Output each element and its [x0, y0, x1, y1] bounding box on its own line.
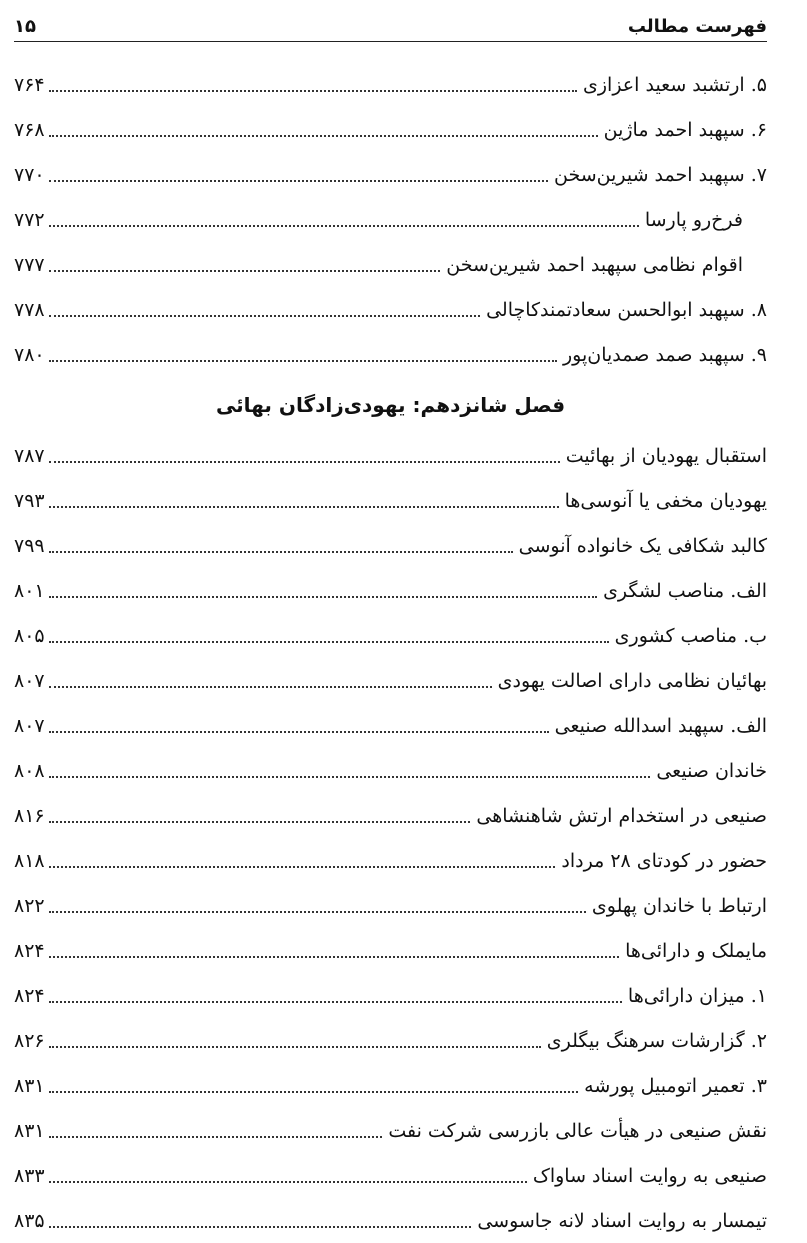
- toc-entry-page: ۸۲۲: [14, 894, 45, 917]
- toc-entry-title: ۹. سپهبد صمد صمدیان‌پور: [563, 343, 767, 366]
- table-of-contents: [14, 62, 767, 1243]
- dot-leader: [49, 270, 441, 272]
- header-page-number: ۱۵: [14, 16, 36, 37]
- toc-entry[interactable]: [14, 748, 767, 793]
- toc-entry-page: ۷۹۳: [14, 489, 45, 512]
- toc-entry-page: ۸۳۱: [14, 1074, 45, 1097]
- toc-entry-title: کالبد شکافی یک خانواده آنوسی: [518, 534, 767, 557]
- toc-entry[interactable]: [14, 1063, 767, 1108]
- toc-entry-page: ۸۰۸: [14, 759, 45, 782]
- toc-entry-page: ۷۷۷: [14, 253, 45, 276]
- toc-entry-page: ۸۱۸: [14, 849, 45, 872]
- toc-entry-page: ۸۰۱: [14, 579, 45, 602]
- toc-entry[interactable]: [14, 332, 767, 377]
- toc-entry[interactable]: [14, 433, 767, 478]
- dot-leader: [49, 1181, 527, 1183]
- toc-entry[interactable]: [14, 152, 767, 197]
- dot-leader: [49, 641, 609, 643]
- toc-entry-title: ۲. گزارشات سرهنگ بیگلری: [546, 1029, 767, 1052]
- toc-entry[interactable]: [14, 287, 767, 332]
- toc-entry[interactable]: [14, 523, 767, 568]
- dot-leader: [49, 686, 492, 688]
- toc-entry-page: ۸۳۳: [14, 1164, 45, 1187]
- toc-entry[interactable]: [14, 1108, 767, 1153]
- toc-entry[interactable]: [14, 613, 767, 658]
- dot-leader: [49, 551, 513, 553]
- toc-entry-page: ۸۲۶: [14, 1029, 45, 1052]
- toc-entry-title: فرخ‌رو پارسا: [644, 208, 743, 231]
- running-header: [14, 8, 767, 42]
- dot-leader: [49, 225, 639, 227]
- toc-entry[interactable]: [14, 197, 767, 242]
- toc-entry-title: ۸. سپهبد ابوالحسن سعادتمندکاچالی: [486, 298, 767, 321]
- toc-entry-page: ۸۰۷: [14, 714, 45, 737]
- toc-entry-page: ۷۷۸: [14, 298, 45, 321]
- toc-entry-page: ۷۹۹: [14, 534, 45, 557]
- toc-entry-title: الف. سپهبد اسدالله صنیعی: [554, 714, 767, 737]
- toc-entry-page: ۸۰۷: [14, 669, 45, 692]
- toc-entry[interactable]: [14, 928, 767, 973]
- toc-entry[interactable]: [14, 793, 767, 838]
- dot-leader: [49, 1001, 622, 1003]
- dot-leader: [49, 135, 598, 137]
- toc-entry[interactable]: [14, 1153, 767, 1198]
- toc-entry[interactable]: [14, 883, 767, 928]
- toc-entry-title: صنیعی در استخدام ارتش شاهنشاهی: [476, 804, 767, 827]
- dot-leader: [49, 1136, 383, 1138]
- toc-entry-title: بهائیان نظامی دارای اصالت یهودی: [497, 669, 767, 692]
- dot-leader: [49, 731, 549, 733]
- dot-leader: [49, 866, 556, 868]
- toc-entry-page: ۷۶۸: [14, 118, 45, 141]
- toc-entry[interactable]: [14, 1198, 767, 1243]
- toc-section-a: [14, 62, 767, 377]
- dot-leader: [49, 90, 577, 92]
- toc-entry-title: یهودیان مخفی یا آنوسی‌ها: [564, 489, 767, 512]
- toc-entry-title: استقبال یهودیان از بهائیت: [565, 444, 767, 467]
- toc-entry[interactable]: [14, 1018, 767, 1063]
- toc-section-b: [14, 433, 767, 1243]
- dot-leader: [49, 911, 586, 913]
- toc-entry[interactable]: [14, 568, 767, 613]
- toc-entry-page: ۸۰۵: [14, 624, 45, 647]
- toc-entry-page: ۸۳۱: [14, 1119, 45, 1142]
- toc-entry[interactable]: [14, 242, 767, 287]
- toc-entry[interactable]: [14, 703, 767, 748]
- dot-leader: [49, 956, 619, 958]
- toc-entry[interactable]: [14, 62, 767, 107]
- toc-entry-page: ۷۷۲: [14, 208, 45, 231]
- toc-entry-title: صنیعی به روایت اسناد ساواک: [532, 1164, 767, 1187]
- toc-entry-page: ۸۳۵: [14, 1209, 45, 1232]
- dot-leader: [49, 506, 559, 508]
- toc-entry-page: ۷۸۰: [14, 343, 45, 366]
- dot-leader: [49, 776, 651, 778]
- toc-entry-title: تیمسار به روایت اسناد لانه جاسوسی: [477, 1209, 767, 1232]
- dot-leader: [49, 821, 471, 823]
- dot-leader: [49, 1226, 472, 1228]
- toc-entry-page: ۷۸۷: [14, 444, 45, 467]
- toc-entry-title: ۷. سپهبد احمد شیرین‌سخن: [553, 163, 767, 186]
- dot-leader: [49, 180, 548, 182]
- dot-leader: [49, 360, 557, 362]
- toc-entry-page: ۷۶۴: [14, 73, 45, 96]
- toc-entry-title: اقوام نظامی سپهبد احمد شیرین‌سخن: [446, 253, 743, 276]
- toc-entry[interactable]: [14, 973, 767, 1018]
- toc-entry-title: ۶. سپهبد احمد ماژین: [603, 118, 767, 141]
- toc-entry-page: ۸۲۴: [14, 984, 45, 1007]
- toc-entry-page: ۸۲۴: [14, 939, 45, 962]
- toc-entry[interactable]: [14, 658, 767, 703]
- toc-entry-title: ارتباط با خاندان پهلوی: [591, 894, 767, 917]
- dot-leader: [49, 461, 560, 463]
- toc-entry[interactable]: [14, 478, 767, 523]
- toc-entry-title: الف. مناصب لشگری: [603, 579, 767, 602]
- toc-entry[interactable]: [14, 107, 767, 152]
- toc-entry-title: ۵. ارتشبد سعید اعزازی: [583, 73, 767, 96]
- chapter-heading: فصل شانزدهم: یهودی‌زادگان بهائی: [215, 393, 566, 417]
- toc-entry-title: ۱. میزان دارائی‌ها: [627, 984, 767, 1007]
- dot-leader: [49, 1091, 579, 1093]
- toc-entry-title: نقش صنیعی در هیأت عالی بازرسی شرکت نفت: [388, 1119, 767, 1142]
- dot-leader: [49, 1046, 541, 1048]
- dot-leader: [49, 315, 480, 317]
- toc-entry-title: حضور در کودتای ۲۸ مرداد: [561, 849, 767, 872]
- toc-entry-title: خاندان صنیعی: [656, 759, 767, 782]
- toc-entry[interactable]: [14, 838, 767, 883]
- toc-entry-title: ۳. تعمیر اتومبیل پورشه: [584, 1074, 767, 1097]
- toc-entry-title: ب. مناصب کشوری: [614, 624, 767, 647]
- toc-entry-title: مایملک و دارائی‌ها: [625, 939, 767, 962]
- toc-entry-page: ۸۱۶: [14, 804, 45, 827]
- toc-entry-page: ۷۷۰: [14, 163, 45, 186]
- dot-leader: [49, 596, 597, 598]
- header-title: فهرست مطالب: [627, 16, 767, 37]
